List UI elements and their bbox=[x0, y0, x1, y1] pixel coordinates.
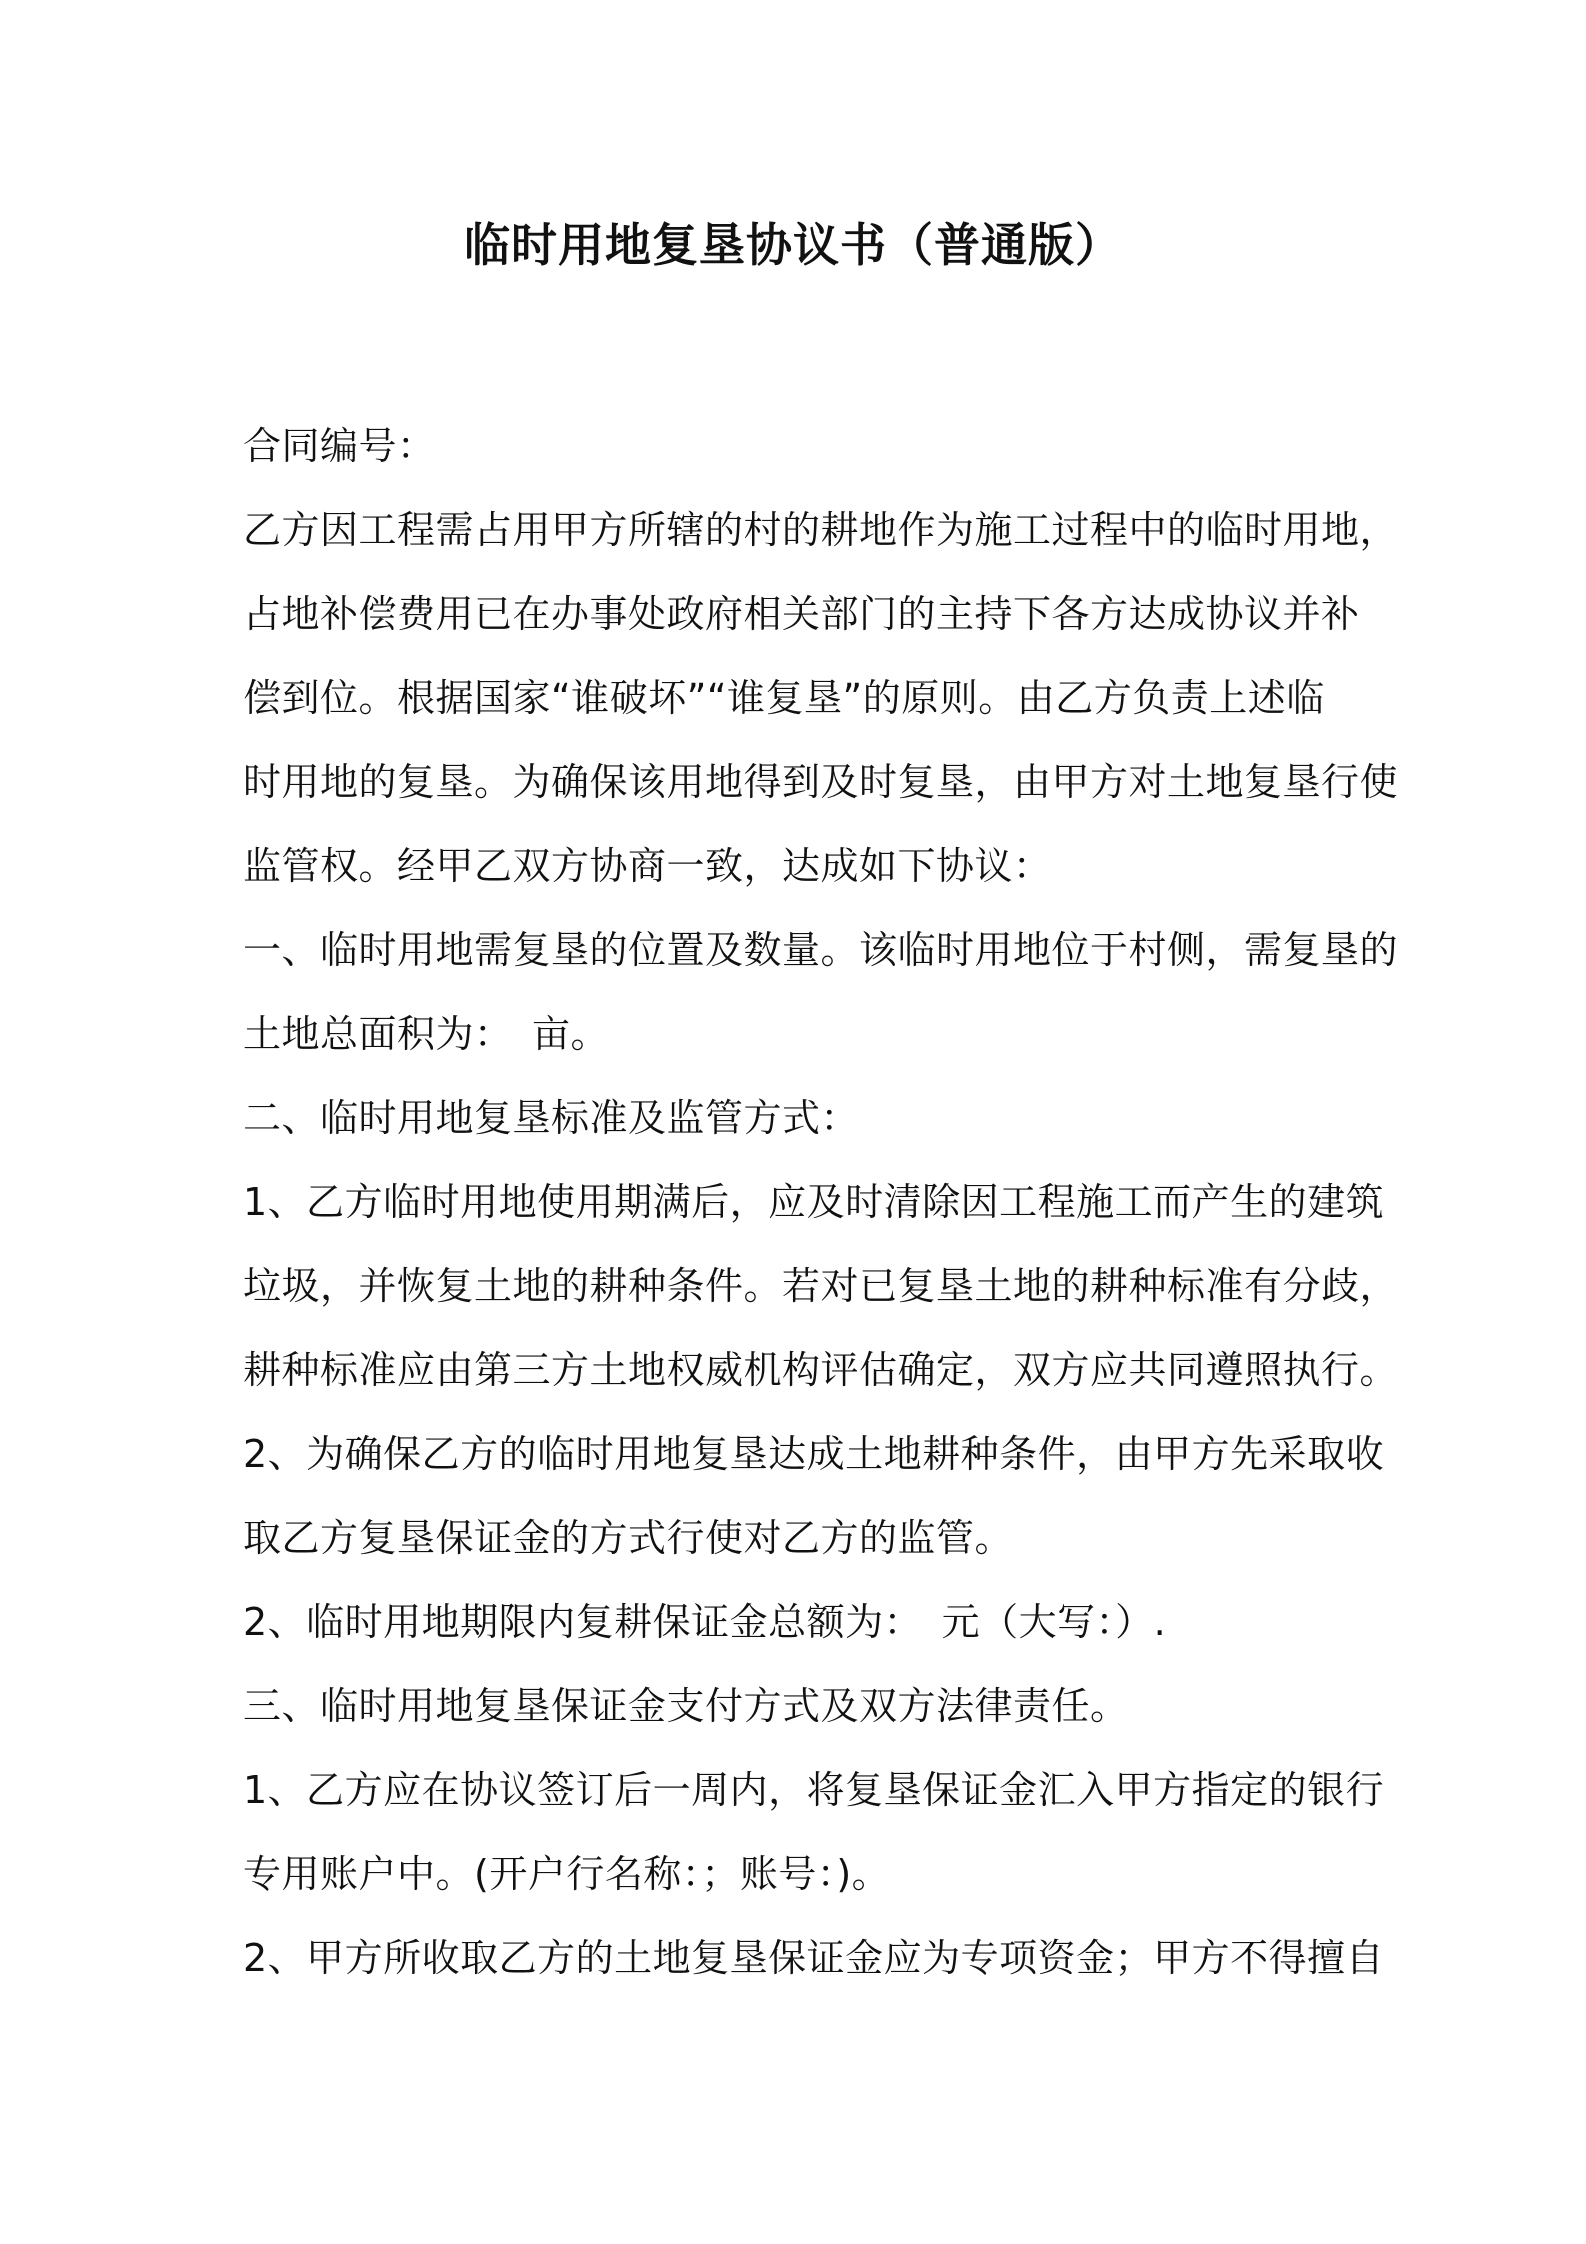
text-line: 乙方因工程需占用甲方所辖的村的耕地作为施工过程中的临时用地， bbox=[243, 508, 1399, 552]
document-title: 临时用地复垦协议书（普通版） bbox=[464, 218, 1122, 272]
section-three-heading: 三、临时用地复垦保证金支付方式及双方法律责任。 bbox=[243, 1684, 1129, 1728]
text-line: 监管权。经甲乙双方协商一致，达成如下协议： bbox=[243, 844, 1052, 888]
text-line: 耕种标准应由第三方土地权威机构评估确定，双方应共同遵照执行。 bbox=[243, 1348, 1399, 1392]
text-line: 占地补偿费用已在办事处政府相关部门的主持下各方达成协议并补 bbox=[243, 592, 1360, 636]
text-line: 1、乙方应在协议签订后一周内，将复垦保证金汇入甲方指定的银行 bbox=[243, 1768, 1385, 1812]
text-line: 偿到位。根据国家“谁破坏”“谁复垦”的原则。由乙方负责上述临 bbox=[243, 676, 1325, 720]
text-line: 取乙方复垦保证金的方式行使对乙方的监管。 bbox=[243, 1516, 1014, 1560]
section-one-line: 一、临时用地需复垦的位置及数量。该临时用地位于村侧，需复垦的 bbox=[243, 928, 1399, 972]
document-body bbox=[243, 404, 1399, 2000]
contract-number-line: 合同编号： bbox=[243, 424, 436, 468]
bank-account-line: 专用账户中。(开户行名称：；账号：)。 bbox=[243, 1852, 891, 1896]
text-line: 时用地的复垦。为确保该用地得到及时复垦，由甲方对土地复垦行使 bbox=[243, 760, 1399, 804]
section-two-heading: 二、临时用地复垦标准及监管方式： bbox=[243, 1096, 860, 1140]
text-line: 1、乙方临时用地使用期满后，应及时清除因工程施工而产生的建筑 bbox=[243, 1180, 1385, 1224]
text-line: 2、为确保乙方的临时用地复垦达成土地耕种条件，由甲方先采取收 bbox=[243, 1432, 1385, 1476]
text-line: 土地总面积为： 亩。 bbox=[243, 1012, 610, 1056]
text-line: 垃圾，并恢复土地的耕种条件。若对已复垦土地的耕种标准有分歧， bbox=[243, 1264, 1399, 1308]
deposit-amount-line: 2、临时用地期限内复耕保证金总额为： 元（大写：）. bbox=[243, 1600, 1167, 1644]
text-line: 2、甲方所收取乙方的土地复垦保证金应为专项资金；甲方不得擅自 bbox=[243, 1936, 1385, 1980]
